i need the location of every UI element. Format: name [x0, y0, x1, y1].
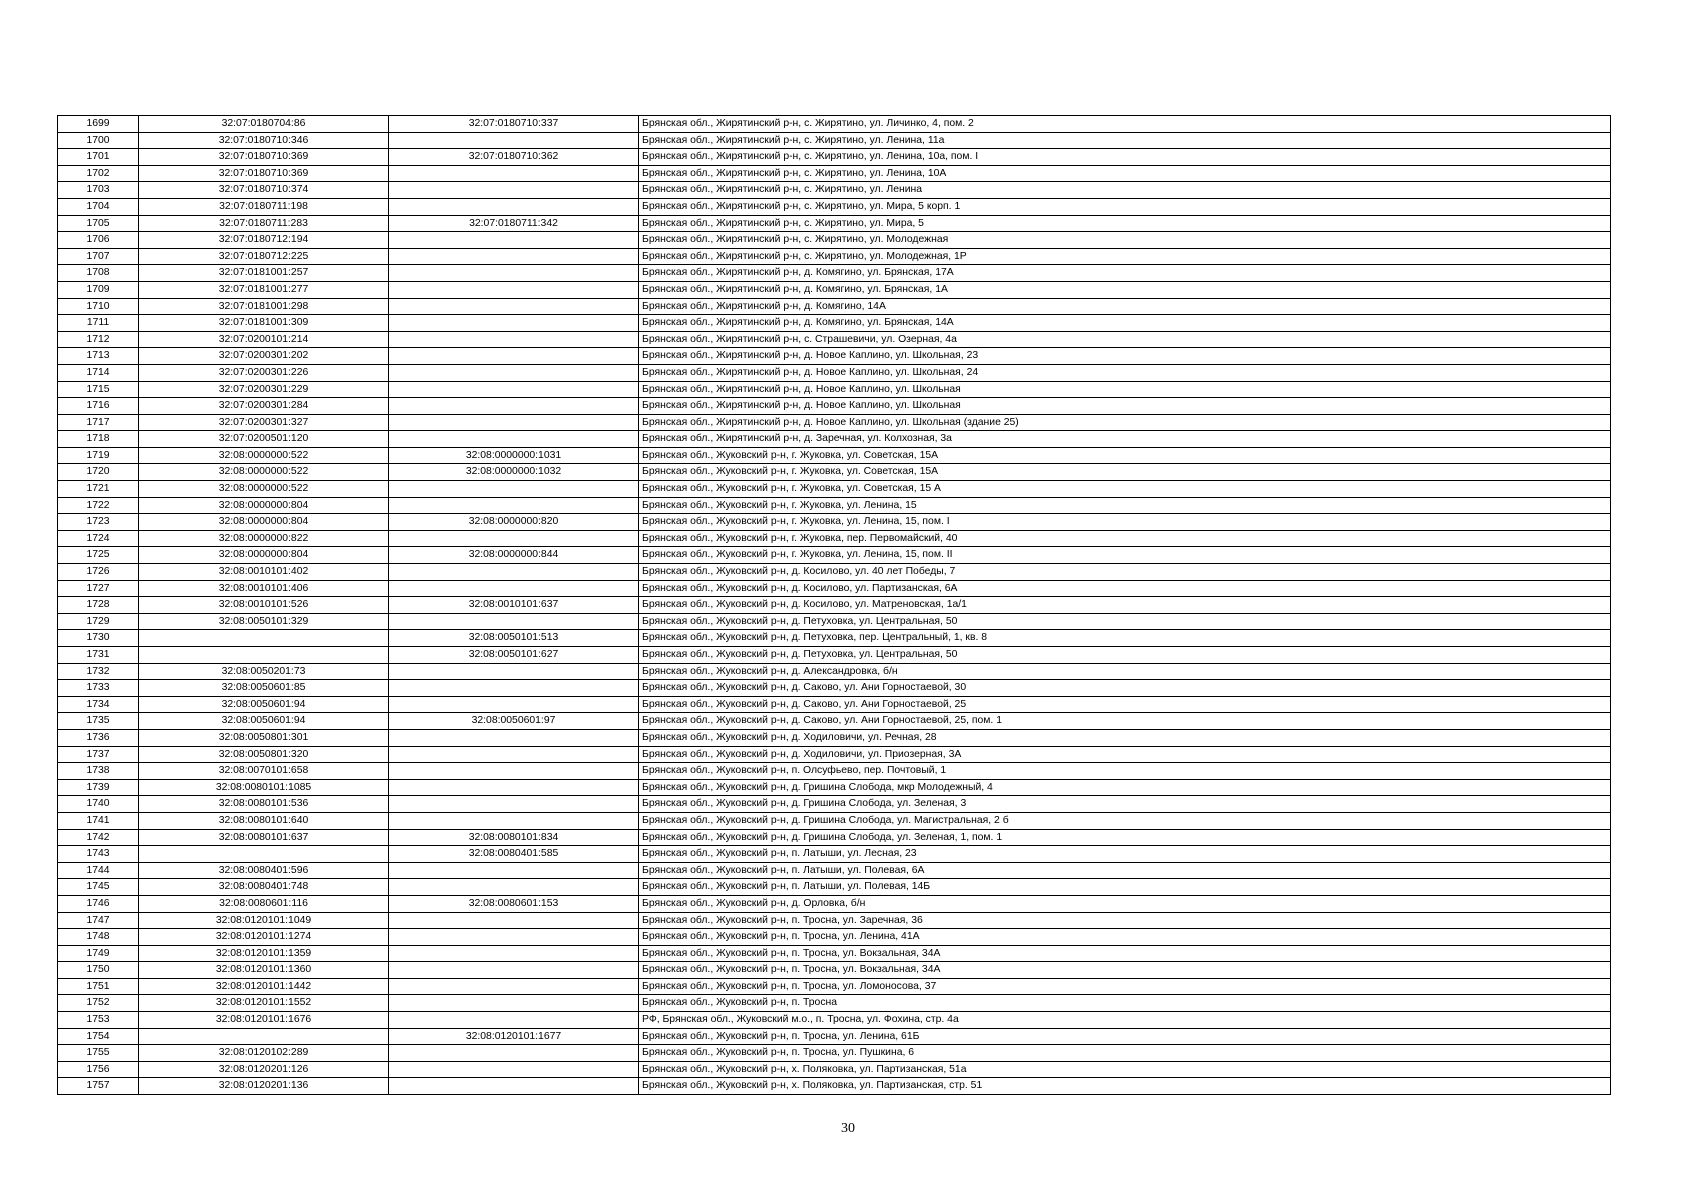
address-cell: Брянская обл., Жуковский р-н, д. Саково, ул. Ани Горностаевой, 25	[639, 696, 1611, 713]
table-row	[58, 132, 1611, 149]
row-number-cell: 1739	[58, 779, 139, 796]
registry-table-container	[57, 115, 1611, 1095]
table-row	[58, 1061, 1611, 1078]
cadastral-number-cell: 32:08:0120101:1049	[139, 912, 389, 929]
cadastral-number-cell: 32:08:0010101:526	[139, 597, 389, 614]
secondary-cadastral-number-cell	[389, 364, 639, 381]
address-cell: Брянская обл., Жуковский р-н, д. Саково, ул. Ани Горностаевой, 30	[639, 680, 1611, 697]
cadastral-number-cell	[139, 630, 389, 647]
cadastral-number-cell: 32:08:0000000:522	[139, 481, 389, 498]
row-number-cell: 1749	[58, 945, 139, 962]
table-row	[58, 613, 1611, 630]
secondary-cadastral-number-cell	[389, 879, 639, 896]
secondary-cadastral-number-cell: 32:08:0050101:513	[389, 630, 639, 647]
table-row	[58, 265, 1611, 282]
address-cell: Брянская обл., Жуковский р-н, г. Жуковка, ул. Советская, 15А	[639, 447, 1611, 464]
cadastral-number-cell: 32:07:0200301:202	[139, 348, 389, 365]
cadastral-number-cell: 32:07:0181001:277	[139, 281, 389, 298]
table-row	[58, 215, 1611, 232]
table-row	[58, 962, 1611, 979]
cadastral-number-cell: 32:08:0000000:804	[139, 514, 389, 531]
cadastral-number-cell: 32:07:0181001:298	[139, 298, 389, 315]
cadastral-number-cell: 32:08:0080601:116	[139, 895, 389, 912]
table-row	[58, 895, 1611, 912]
cadastral-number-cell	[139, 1028, 389, 1045]
cadastral-number-cell: 32:07:0180712:225	[139, 248, 389, 265]
row-number-cell: 1707	[58, 248, 139, 265]
cadastral-number-cell: 32:08:0080401:596	[139, 862, 389, 879]
row-number-cell: 1713	[58, 348, 139, 365]
cadastral-number-cell: 32:08:0000000:822	[139, 530, 389, 547]
secondary-cadastral-number-cell	[389, 763, 639, 780]
address-cell: Брянская обл., Жуковский р-н, д. Гришина Слобода, ул. Магистральная, 2 б	[639, 812, 1611, 829]
registry-table-body	[58, 116, 1611, 1095]
row-number-cell: 1755	[58, 1045, 139, 1062]
cadastral-number-cell: 32:08:0120201:136	[139, 1078, 389, 1095]
row-number-cell: 1699	[58, 116, 139, 133]
cadastral-number-cell: 32:08:0080101:536	[139, 796, 389, 813]
address-cell: Брянская обл., Жуковский р-н, п. Тросна, ул. Заречная, 36	[639, 912, 1611, 929]
table-row	[58, 945, 1611, 962]
table-row	[58, 116, 1611, 133]
secondary-cadastral-number-cell	[389, 663, 639, 680]
row-number-cell: 1721	[58, 481, 139, 498]
cadastral-number-cell: 32:08:0050601:94	[139, 713, 389, 730]
secondary-cadastral-number-cell	[389, 796, 639, 813]
address-cell: Брянская обл., Жирятинский р-н, д. Новое Каплино, ул. Школьная	[639, 381, 1611, 398]
row-number-cell: 1701	[58, 149, 139, 166]
address-cell: Брянская обл., Жуковский р-н, п. Тросна, ул. Ленина, 61Б	[639, 1028, 1611, 1045]
row-number-cell: 1712	[58, 331, 139, 348]
row-number-cell: 1723	[58, 514, 139, 531]
cadastral-number-cell	[139, 647, 389, 664]
row-number-cell: 1706	[58, 232, 139, 249]
row-number-cell: 1737	[58, 746, 139, 763]
cadastral-number-cell: 32:08:0120201:126	[139, 1061, 389, 1078]
table-row	[58, 1045, 1611, 1062]
row-number-cell: 1743	[58, 846, 139, 863]
cadastral-number-cell: 32:08:0050801:301	[139, 729, 389, 746]
row-number-cell: 1703	[58, 182, 139, 199]
table-row	[58, 597, 1611, 614]
row-number-cell: 1720	[58, 464, 139, 481]
secondary-cadastral-number-cell	[389, 962, 639, 979]
address-cell: Брянская обл., Жуковский р-н, п. Тросна, ул. Ленина, 41А	[639, 929, 1611, 946]
cadastral-number-cell: 32:08:0050601:94	[139, 696, 389, 713]
table-row	[58, 348, 1611, 365]
cadastral-number-cell: 32:08:0120101:1360	[139, 962, 389, 979]
row-number-cell: 1728	[58, 597, 139, 614]
address-cell: Брянская обл., Жирятинский р-н, д. Комягино, ул. Брянская, 17А	[639, 265, 1611, 282]
address-cell: Брянская обл., Жуковский р-н, г. Жуковка, ул. Советская, 15 А	[639, 481, 1611, 498]
table-row	[58, 746, 1611, 763]
table-row	[58, 248, 1611, 265]
secondary-cadastral-number-cell	[389, 995, 639, 1012]
row-number-cell: 1722	[58, 497, 139, 514]
registry-table	[57, 115, 1611, 1095]
row-number-cell: 1725	[58, 547, 139, 564]
secondary-cadastral-number-cell: 32:08:0050601:97	[389, 713, 639, 730]
cadastral-number-cell: 32:07:0200101:214	[139, 331, 389, 348]
row-number-cell: 1731	[58, 647, 139, 664]
table-row	[58, 315, 1611, 332]
table-row	[58, 514, 1611, 531]
table-row	[58, 862, 1611, 879]
cadastral-number-cell: 32:08:0010101:406	[139, 580, 389, 597]
secondary-cadastral-number-cell: 32:08:0080401:585	[389, 846, 639, 863]
secondary-cadastral-number-cell	[389, 481, 639, 498]
cadastral-number-cell: 32:07:0181001:257	[139, 265, 389, 282]
address-cell: Брянская обл., Жуковский р-н, д. Петуховка, ул. Центральная, 50	[639, 647, 1611, 664]
address-cell: Брянская обл., Жирятинский р-н, д. Комягино, ул. Брянская, 1А	[639, 281, 1611, 298]
cadastral-number-cell: 32:08:0120101:1274	[139, 929, 389, 946]
row-number-cell: 1757	[58, 1078, 139, 1095]
address-cell: Брянская обл., Жуковский р-н, г. Жуковка, ул. Советская, 15А	[639, 464, 1611, 481]
secondary-cadastral-number-cell	[389, 530, 639, 547]
secondary-cadastral-number-cell: 32:07:0180710:337	[389, 116, 639, 133]
row-number-cell: 1730	[58, 630, 139, 647]
cadastral-number-cell: 32:07:0200301:226	[139, 364, 389, 381]
address-cell: Брянская обл., Жирятинский р-н, с. Жирятино, ул. Мира, 5	[639, 215, 1611, 232]
secondary-cadastral-number-cell	[389, 1045, 639, 1062]
table-row	[58, 497, 1611, 514]
secondary-cadastral-number-cell	[389, 746, 639, 763]
secondary-cadastral-number-cell: 32:08:0080601:153	[389, 895, 639, 912]
cadastral-number-cell: 32:07:0180712:194	[139, 232, 389, 249]
row-number-cell: 1727	[58, 580, 139, 597]
address-cell: Брянская обл., Жуковский р-н, д. Александровка, б/н	[639, 663, 1611, 680]
address-cell: Брянская обл., Жирятинский р-н, с. Жирятино, ул. Молодежная, 1Р	[639, 248, 1611, 265]
secondary-cadastral-number-cell	[389, 945, 639, 962]
address-cell: Брянская обл., Жуковский р-н, п. Тросна, ул. Ломоносова, 37	[639, 978, 1611, 995]
address-cell: Брянская обл., Жуковский р-н, д. Гришина Слобода, ул. Зеленая, 1, пом. 1	[639, 829, 1611, 846]
row-number-cell: 1754	[58, 1028, 139, 1045]
row-number-cell: 1742	[58, 829, 139, 846]
address-cell: Брянская обл., Жуковский р-н, п. Тросна, ул. Вокзальная, 34А	[639, 945, 1611, 962]
row-number-cell: 1746	[58, 895, 139, 912]
address-cell: Брянская обл., Жуковский р-н, г. Жуковка, ул. Ленина, 15	[639, 497, 1611, 514]
address-cell: Брянская обл., Жирятинский р-н, с. Страшевичи, ул. Озерная, 4а	[639, 331, 1611, 348]
secondary-cadastral-number-cell: 32:08:0050101:627	[389, 647, 639, 664]
secondary-cadastral-number-cell	[389, 680, 639, 697]
row-number-cell: 1700	[58, 132, 139, 149]
cadastral-number-cell: 32:08:0080101:1085	[139, 779, 389, 796]
row-number-cell: 1740	[58, 796, 139, 813]
cadastral-number-cell: 32:08:0000000:804	[139, 497, 389, 514]
address-cell: Брянская обл., Жирятинский р-н, д. Заречная, ул. Колхозная, 3а	[639, 431, 1611, 448]
address-cell: Брянская обл., Жирятинский р-н, с. Жирятино, ул. Молодежная	[639, 232, 1611, 249]
table-row	[58, 779, 1611, 796]
secondary-cadastral-number-cell	[389, 182, 639, 199]
cadastral-number-cell: 32:07:0200301:229	[139, 381, 389, 398]
address-cell: Брянская обл., Жуковский р-н, д. Ходиловичи, ул. Приозерная, 3А	[639, 746, 1611, 763]
address-cell: Брянская обл., Жирятинский р-н, с. Жирятино, ул. Ленина, 10А	[639, 165, 1611, 182]
address-cell: Брянская обл., Жуковский р-н, д. Орловка, б/н	[639, 895, 1611, 912]
row-number-cell: 1717	[58, 414, 139, 431]
address-cell: Брянская обл., Жирятинский р-н, д. Новое Каплино, ул. Школьная, 24	[639, 364, 1611, 381]
table-row	[58, 481, 1611, 498]
secondary-cadastral-number-cell	[389, 564, 639, 581]
secondary-cadastral-number-cell	[389, 1012, 639, 1029]
table-row	[58, 846, 1611, 863]
secondary-cadastral-number-cell: 32:08:0000000:1031	[389, 447, 639, 464]
table-row	[58, 149, 1611, 166]
table-row	[58, 431, 1611, 448]
cadastral-number-cell: 32:08:0000000:522	[139, 447, 389, 464]
secondary-cadastral-number-cell: 32:07:0180710:362	[389, 149, 639, 166]
secondary-cadastral-number-cell	[389, 298, 639, 315]
row-number-cell: 1747	[58, 912, 139, 929]
secondary-cadastral-number-cell: 32:08:0000000:1032	[389, 464, 639, 481]
table-row	[58, 530, 1611, 547]
secondary-cadastral-number-cell	[389, 696, 639, 713]
cadastral-number-cell: 32:08:0010101:402	[139, 564, 389, 581]
table-row	[58, 381, 1611, 398]
secondary-cadastral-number-cell: 32:08:0080101:834	[389, 829, 639, 846]
row-number-cell: 1753	[58, 1012, 139, 1029]
secondary-cadastral-number-cell	[389, 398, 639, 415]
secondary-cadastral-number-cell	[389, 132, 639, 149]
cadastral-number-cell	[139, 846, 389, 863]
cadastral-number-cell: 32:08:0050601:85	[139, 680, 389, 697]
address-cell: Брянская обл., Жуковский р-н, х. Поляковка, ул. Партизанская, стр. 51	[639, 1078, 1611, 1095]
address-cell: Брянская обл., Жирятинский р-н, д. Комягино, ул. Брянская, 14А	[639, 315, 1611, 332]
address-cell: Брянская обл., Жуковский р-н, д. Косилово, ул. 40 лет Победы, 7	[639, 564, 1611, 581]
row-number-cell: 1750	[58, 962, 139, 979]
cadastral-number-cell: 32:08:0000000:804	[139, 547, 389, 564]
row-number-cell: 1724	[58, 530, 139, 547]
row-number-cell: 1719	[58, 447, 139, 464]
cadastral-number-cell: 32:07:0180711:283	[139, 215, 389, 232]
table-row	[58, 1028, 1611, 1045]
row-number-cell: 1745	[58, 879, 139, 896]
table-row	[58, 547, 1611, 564]
table-row	[58, 182, 1611, 199]
cadastral-number-cell: 32:08:0120101:1552	[139, 995, 389, 1012]
cadastral-number-cell: 32:07:0180704:86	[139, 116, 389, 133]
secondary-cadastral-number-cell	[389, 912, 639, 929]
secondary-cadastral-number-cell	[389, 929, 639, 946]
table-row	[58, 364, 1611, 381]
table-row	[58, 564, 1611, 581]
secondary-cadastral-number-cell	[389, 348, 639, 365]
cadastral-number-cell: 32:07:0180710:374	[139, 182, 389, 199]
address-cell: Брянская обл., Жуковский р-н, д. Петуховка, ул. Центральная, 50	[639, 613, 1611, 630]
cadastral-number-cell: 32:08:0080401:748	[139, 879, 389, 896]
cadastral-number-cell: 32:08:0120101:1676	[139, 1012, 389, 1029]
cadastral-number-cell: 32:08:0050201:73	[139, 663, 389, 680]
table-row	[58, 929, 1611, 946]
table-row	[58, 1012, 1611, 1029]
address-cell: Брянская обл., Жуковский р-н, п. Тросна	[639, 995, 1611, 1012]
secondary-cadastral-number-cell	[389, 1061, 639, 1078]
row-number-cell: 1744	[58, 862, 139, 879]
secondary-cadastral-number-cell: 32:08:0000000:844	[389, 547, 639, 564]
secondary-cadastral-number-cell	[389, 381, 639, 398]
secondary-cadastral-number-cell	[389, 331, 639, 348]
table-row	[58, 165, 1611, 182]
row-number-cell: 1741	[58, 812, 139, 829]
table-row	[58, 729, 1611, 746]
table-row	[58, 331, 1611, 348]
secondary-cadastral-number-cell	[389, 281, 639, 298]
row-number-cell: 1736	[58, 729, 139, 746]
address-cell: Брянская обл., Жуковский р-н, д. Косилово, ул. Матреновская, 1а/1	[639, 597, 1611, 614]
address-cell: Брянская обл., Жуковский р-н, г. Жуковка, пер. Первомайский, 40	[639, 530, 1611, 547]
table-row	[58, 680, 1611, 697]
secondary-cadastral-number-cell	[389, 248, 639, 265]
row-number-cell: 1714	[58, 364, 139, 381]
address-cell: Брянская обл., Жуковский р-н, г. Жуковка, ул. Ленина, 15, пом. II	[639, 547, 1611, 564]
row-number-cell: 1734	[58, 696, 139, 713]
cadastral-number-cell: 32:07:0180711:198	[139, 198, 389, 215]
address-cell: Брянская обл., Жуковский р-н, п. Тросна, ул. Пушкина, 6	[639, 1045, 1611, 1062]
page-number: 30	[841, 1121, 855, 1136]
secondary-cadastral-number-cell	[389, 315, 639, 332]
table-row	[58, 763, 1611, 780]
address-cell: Брянская обл., Жуковский р-н, п. Тросна, ул. Вокзальная, 34А	[639, 962, 1611, 979]
secondary-cadastral-number-cell	[389, 862, 639, 879]
table-row	[58, 879, 1611, 896]
cadastral-number-cell: 32:08:0050801:320	[139, 746, 389, 763]
table-row	[58, 414, 1611, 431]
secondary-cadastral-number-cell	[389, 978, 639, 995]
cadastral-number-cell: 32:07:0181001:309	[139, 315, 389, 332]
table-row	[58, 232, 1611, 249]
secondary-cadastral-number-cell	[389, 779, 639, 796]
table-row	[58, 647, 1611, 664]
secondary-cadastral-number-cell	[389, 414, 639, 431]
secondary-cadastral-number-cell	[389, 1078, 639, 1095]
cadastral-number-cell: 32:07:0200301:284	[139, 398, 389, 415]
row-number-cell: 1752	[58, 995, 139, 1012]
cadastral-number-cell: 32:07:0180710:369	[139, 149, 389, 166]
address-cell: Брянская обл., Жуковский р-н, д. Гришина Слобода, ул. Зеленая, 3	[639, 796, 1611, 813]
secondary-cadastral-number-cell: 32:08:0010101:637	[389, 597, 639, 614]
cadastral-number-cell: 32:07:0180710:346	[139, 132, 389, 149]
table-row	[58, 1078, 1611, 1095]
secondary-cadastral-number-cell	[389, 165, 639, 182]
row-number-cell: 1709	[58, 281, 139, 298]
cadastral-number-cell: 32:08:0080101:640	[139, 812, 389, 829]
cadastral-number-cell: 32:07:0200501:120	[139, 431, 389, 448]
row-number-cell: 1733	[58, 680, 139, 697]
row-number-cell: 1748	[58, 929, 139, 946]
table-row	[58, 829, 1611, 846]
cadastral-number-cell: 32:07:0200301:327	[139, 414, 389, 431]
table-row	[58, 696, 1611, 713]
row-number-cell: 1711	[58, 315, 139, 332]
secondary-cadastral-number-cell	[389, 198, 639, 215]
cadastral-number-cell: 32:08:0080101:637	[139, 829, 389, 846]
secondary-cadastral-number-cell: 32:07:0180711:342	[389, 215, 639, 232]
cadastral-number-cell: 32:08:0050101:329	[139, 613, 389, 630]
row-number-cell: 1726	[58, 564, 139, 581]
table-row	[58, 464, 1611, 481]
row-number-cell: 1732	[58, 663, 139, 680]
secondary-cadastral-number-cell: 32:08:0000000:820	[389, 514, 639, 531]
secondary-cadastral-number-cell	[389, 232, 639, 249]
cadastral-number-cell: 32:08:0000000:522	[139, 464, 389, 481]
address-cell: Брянская обл., Жирятинский р-н, с. Жирятино, ул. Мира, 5 корп. 1	[639, 198, 1611, 215]
address-cell: Брянская обл., Жуковский р-н, п. Латыши, ул. Полевая, 6А	[639, 862, 1611, 879]
row-number-cell: 1751	[58, 978, 139, 995]
address-cell: Брянская обл., Жуковский р-н, г. Жуковка, ул. Ленина, 15, пом. I	[639, 514, 1611, 531]
address-cell: Брянская обл., Жуковский р-н, х. Поляковка, ул. Партизанская, 51а	[639, 1061, 1611, 1078]
row-number-cell: 1738	[58, 763, 139, 780]
cadastral-number-cell: 32:08:0120102:289	[139, 1045, 389, 1062]
table-row	[58, 796, 1611, 813]
address-cell: Брянская обл., Жирятинский р-н, с. Жирятино, ул. Личинко, 4, пом. 2	[639, 116, 1611, 133]
row-number-cell: 1702	[58, 165, 139, 182]
row-number-cell: 1704	[58, 198, 139, 215]
table-row	[58, 630, 1611, 647]
cadastral-number-cell: 32:07:0180710:369	[139, 165, 389, 182]
secondary-cadastral-number-cell	[389, 580, 639, 597]
table-row	[58, 281, 1611, 298]
address-cell: Брянская обл., Жуковский р-н, д. Ходиловичи, ул. Речная, 28	[639, 729, 1611, 746]
row-number-cell: 1716	[58, 398, 139, 415]
secondary-cadastral-number-cell	[389, 812, 639, 829]
row-number-cell: 1729	[58, 613, 139, 630]
address-cell: Брянская обл., Жирятинский р-н, д. Новое Каплино, ул. Школьная, 23	[639, 348, 1611, 365]
table-row	[58, 978, 1611, 995]
address-cell: Брянская обл., Жуковский р-н, д. Саково, ул. Ани Горностаевой, 25, пом. 1	[639, 713, 1611, 730]
address-cell: Брянская обл., Жуковский р-н, п. Латыши, ул. Лесная, 23	[639, 846, 1611, 863]
row-number-cell: 1718	[58, 431, 139, 448]
table-row	[58, 995, 1611, 1012]
table-row	[58, 812, 1611, 829]
address-cell: Брянская обл., Жирятинский р-н, д. Новое Каплино, ул. Школьная	[639, 398, 1611, 415]
row-number-cell: 1705	[58, 215, 139, 232]
secondary-cadastral-number-cell	[389, 613, 639, 630]
address-cell: Брянская обл., Жуковский р-н, п. Латыши, ул. Полевая, 14Б	[639, 879, 1611, 896]
row-number-cell: 1708	[58, 265, 139, 282]
table-row	[58, 198, 1611, 215]
address-cell: Брянская обл., Жирятинский р-н, д. Новое Каплино, ул. Школьная (здание 25)	[639, 414, 1611, 431]
table-row	[58, 713, 1611, 730]
cadastral-number-cell: 32:08:0070101:658	[139, 763, 389, 780]
address-cell: Брянская обл., Жирятинский р-н, д. Комягино, 14А	[639, 298, 1611, 315]
table-row	[58, 447, 1611, 464]
secondary-cadastral-number-cell	[389, 265, 639, 282]
table-row	[58, 912, 1611, 929]
address-cell: Брянская обл., Жирятинский р-н, с. Жирятино, ул. Ленина	[639, 182, 1611, 199]
row-number-cell: 1710	[58, 298, 139, 315]
address-cell: Брянская обл., Жирятинский р-н, с. Жирятино, ул. Ленина, 11а	[639, 132, 1611, 149]
address-cell: Брянская обл., Жуковский р-н, д. Косилово, ул. Партизанская, 6А	[639, 580, 1611, 597]
table-row	[58, 580, 1611, 597]
row-number-cell: 1756	[58, 1061, 139, 1078]
address-cell: Брянская обл., Жуковский р-н, д. Петуховка, пер. Центральный, 1, кв. 8	[639, 630, 1611, 647]
secondary-cadastral-number-cell	[389, 729, 639, 746]
secondary-cadastral-number-cell	[389, 497, 639, 514]
secondary-cadastral-number-cell: 32:08:0120101:1677	[389, 1028, 639, 1045]
address-cell: Брянская обл., Жирятинский р-н, с. Жирятино, ул. Ленина, 10а, пом. I	[639, 149, 1611, 166]
table-row	[58, 298, 1611, 315]
row-number-cell: 1735	[58, 713, 139, 730]
row-number-cell: 1715	[58, 381, 139, 398]
address-cell: РФ, Брянская обл., Жуковский м.о., п. Тросна, ул. Фохина, стр. 4а	[639, 1012, 1611, 1029]
address-cell: Брянская обл., Жуковский р-н, п. Олсуфьево, пер. Почтовый, 1	[639, 763, 1611, 780]
cadastral-number-cell: 32:08:0120101:1359	[139, 945, 389, 962]
table-row	[58, 398, 1611, 415]
cadastral-number-cell: 32:08:0120101:1442	[139, 978, 389, 995]
secondary-cadastral-number-cell	[389, 431, 639, 448]
address-cell: Брянская обл., Жуковский р-н, д. Гришина Слобода, мкр Молодежный, 4	[639, 779, 1611, 796]
table-row	[58, 663, 1611, 680]
